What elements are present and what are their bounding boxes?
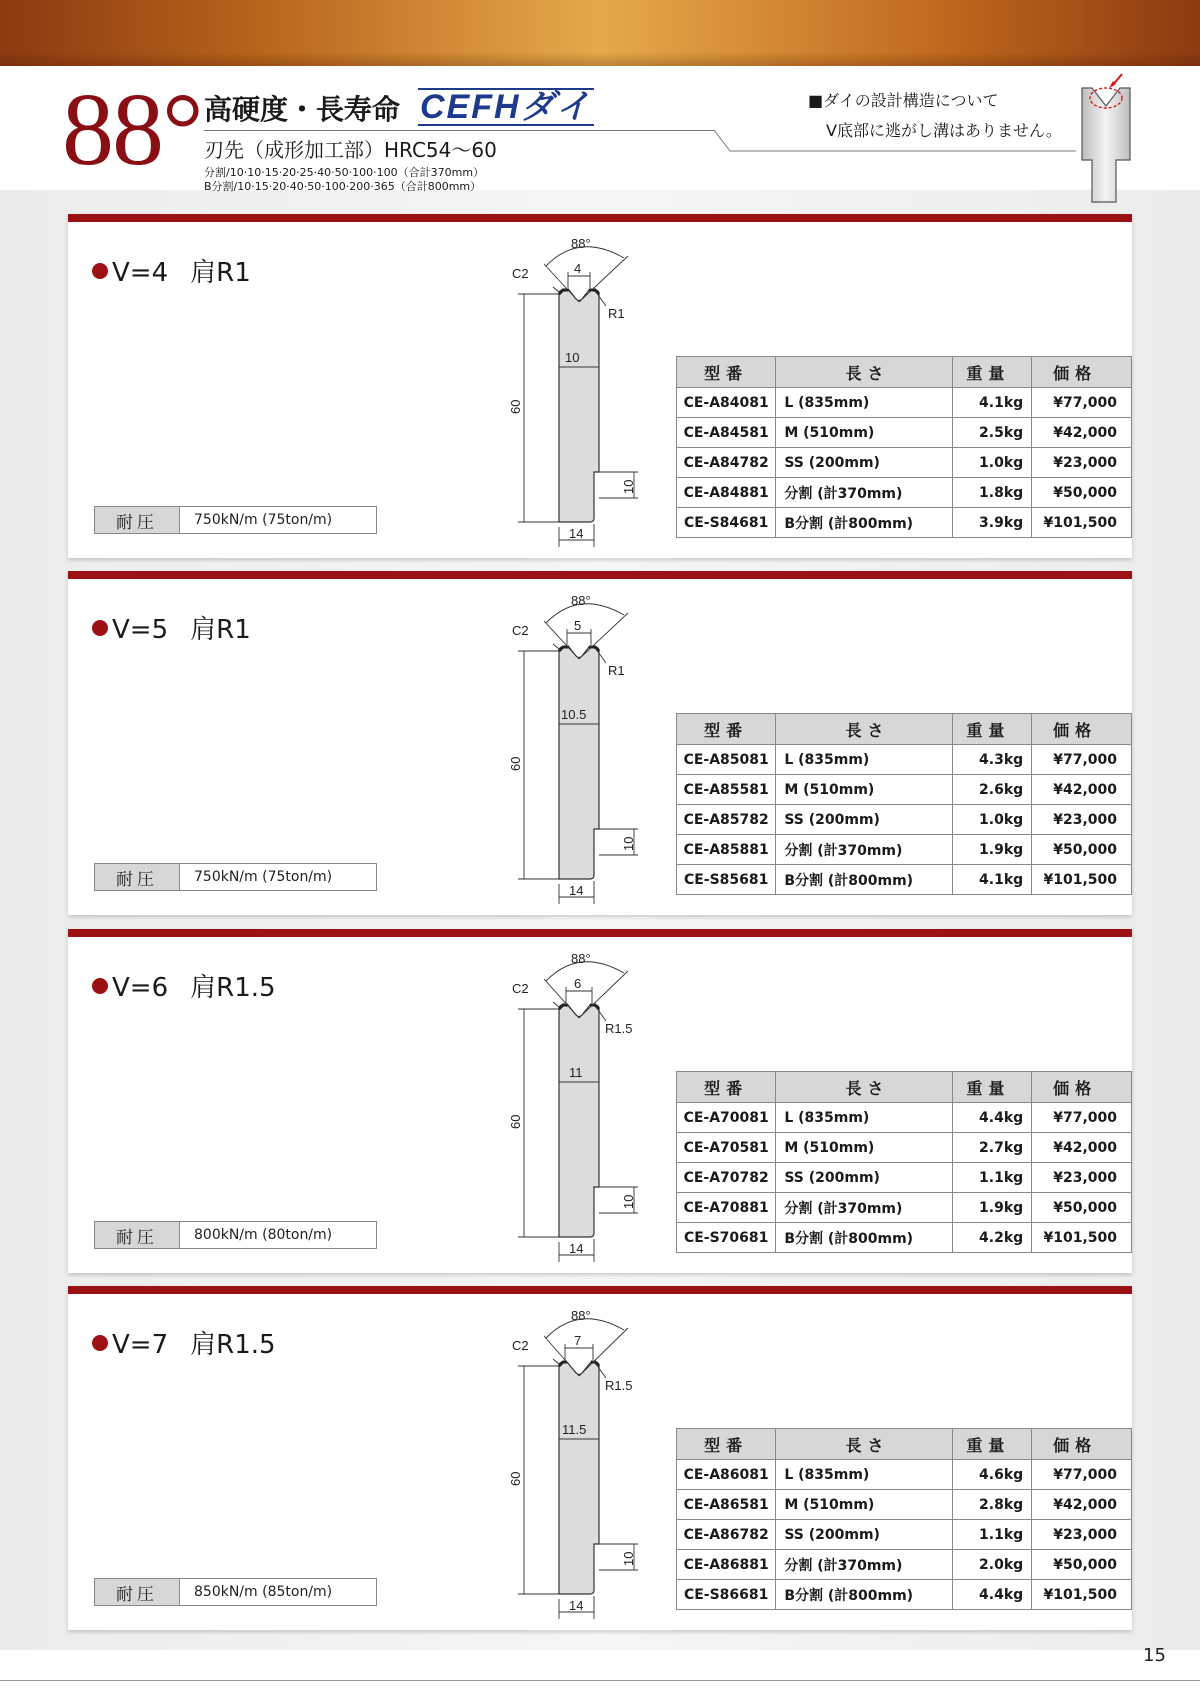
pressure-label: 耐圧 — [95, 864, 180, 890]
length-cell: B分割 (計800mm) — [776, 1223, 952, 1253]
section-v6 — [68, 929, 1132, 1273]
table-header-row — [677, 1072, 1132, 1103]
footer-rule — [0, 1680, 1200, 1681]
angle-dim: 88° — [571, 1308, 591, 1323]
model-cell: CE-A85081 — [677, 745, 776, 775]
length-cell: SS (200mm) — [776, 1163, 952, 1193]
weight-cell: 1.1kg — [952, 1520, 1032, 1550]
weight-cell: 2.8kg — [952, 1490, 1032, 1520]
col-header-model: 型番 — [677, 1072, 776, 1103]
weight-cell: 1.8kg — [952, 478, 1032, 508]
length-cell: B分割 (計800mm) — [776, 1580, 952, 1610]
pressure-rating — [94, 1578, 377, 1606]
model-cell: CE-S85681 — [677, 865, 776, 895]
page-number: 15 — [1143, 1645, 1166, 1666]
die-dimension-diagram — [468, 947, 688, 1267]
length-cell: L (835mm) — [776, 745, 952, 775]
bullet-dot — [92, 620, 108, 636]
radius-dim: R1 — [608, 663, 625, 678]
bullet-dot — [92, 1335, 108, 1351]
v-width-label: V=4 — [112, 258, 169, 288]
col-header-weight: 重量 — [952, 357, 1032, 388]
die-dimension-diagram — [468, 589, 688, 909]
pressure-value: 750kN/m (75ton/m) — [194, 512, 333, 528]
bullet-dot — [92, 978, 108, 994]
die-dimension-diagram — [468, 1304, 688, 1624]
model-cell: CE-A70081 — [677, 1103, 776, 1133]
price-cell: ¥101,500 — [1032, 1223, 1132, 1253]
b-split-spec: B分割/10·15·20·40·50·100·200·365（合計800mm） — [204, 180, 482, 193]
weight-cell: 1.1kg — [952, 1163, 1032, 1193]
length-cell: B分割 (計800mm) — [776, 508, 952, 538]
base-width-dim: 14 — [569, 883, 584, 898]
col-header-model: 型番 — [677, 1429, 776, 1460]
base-width-dim: 14 — [569, 1241, 584, 1256]
model-cell: CE-A70881 — [677, 1193, 776, 1223]
col-header-model: 型番 — [677, 357, 776, 388]
col-header-weight: 重量 — [952, 1429, 1032, 1460]
table-row — [677, 388, 1132, 418]
weight-cell: 4.1kg — [952, 388, 1032, 418]
model-cell: CE-S84681 — [677, 508, 776, 538]
width-dim: 10.5 — [561, 707, 587, 722]
weight-cell: 3.9kg — [952, 508, 1032, 538]
spec-table — [676, 1071, 1132, 1253]
table-row — [677, 508, 1132, 538]
model-cell: CE-A84782 — [677, 448, 776, 478]
v-dim: 5 — [574, 618, 582, 633]
weight-cell: 4.2kg — [952, 1223, 1032, 1253]
price-cell: ¥50,000 — [1032, 835, 1132, 865]
v-dim: 6 — [574, 976, 582, 991]
shoulder-radius-label: 肩R1 — [190, 615, 251, 645]
pressure-value: 850kN/m (85ton/m) — [194, 1584, 333, 1600]
price-cell: ¥42,000 — [1032, 418, 1132, 448]
split-spec: 分割/10·10·15·20·25·40·50·100·100（合計370mm） — [204, 166, 485, 179]
length-cell: 分割 (計370mm) — [776, 478, 952, 508]
model-cell: CE-S86681 — [677, 1580, 776, 1610]
model-cell: CE-A70581 — [677, 1133, 776, 1163]
base-height-dim: 10 — [621, 1194, 636, 1209]
bullet-dot — [92, 263, 108, 279]
pressure-rating — [94, 863, 377, 891]
length-cell: M (510mm) — [776, 775, 952, 805]
length-cell: 分割 (計370mm) — [776, 1550, 952, 1580]
table-row — [677, 478, 1132, 508]
table-row — [677, 835, 1132, 865]
chamfer-dim: C2 — [512, 266, 529, 281]
v-dim: 7 — [574, 1333, 582, 1348]
table-row — [677, 1163, 1132, 1193]
pressure-label: 耐圧 — [95, 1579, 180, 1605]
radius-dim: R1 — [608, 306, 625, 321]
shoulder-radius-label: 肩R1.5 — [190, 1330, 276, 1360]
model-cell: CE-A84881 — [677, 478, 776, 508]
table-row — [677, 1223, 1132, 1253]
weight-cell: 2.7kg — [952, 1133, 1032, 1163]
col-header-length: 長さ — [776, 1072, 952, 1103]
height-dim: 60 — [508, 756, 523, 771]
model-cell: CE-A84581 — [677, 418, 776, 448]
section-v4 — [68, 214, 1132, 558]
price-cell: ¥23,000 — [1032, 805, 1132, 835]
base-width-dim: 14 — [569, 526, 584, 541]
model-cell: CE-A85782 — [677, 805, 776, 835]
spec-table — [676, 356, 1132, 538]
weight-cell: 4.4kg — [952, 1580, 1032, 1610]
length-cell: 分割 (計370mm) — [776, 835, 952, 865]
table-row — [677, 1103, 1132, 1133]
weight-cell: 1.9kg — [952, 835, 1032, 865]
shoulder-radius-label: 肩R1.5 — [190, 973, 276, 1003]
length-cell: 分割 (計370mm) — [776, 1193, 952, 1223]
weight-cell: 4.3kg — [952, 745, 1032, 775]
model-cell: CE-A86081 — [677, 1460, 776, 1490]
section-title — [92, 252, 251, 289]
price-cell: ¥42,000 — [1032, 1133, 1132, 1163]
length-cell: SS (200mm) — [776, 448, 952, 478]
v-width-label: V=5 — [112, 615, 169, 645]
model-cell: CE-A86782 — [677, 1520, 776, 1550]
price-cell: ¥77,000 — [1032, 1103, 1132, 1133]
v-dim: 4 — [574, 261, 582, 276]
hardness-subtitle: 刃先（成形加工部）HRC54～60 — [204, 138, 497, 162]
radius-dim: R1.5 — [605, 1378, 633, 1393]
base-width-dim: 14 — [569, 1598, 584, 1613]
spec-table — [676, 713, 1132, 895]
price-cell: ¥50,000 — [1032, 1193, 1132, 1223]
col-header-length: 長さ — [776, 357, 952, 388]
table-row — [677, 1550, 1132, 1580]
table-row — [677, 865, 1132, 895]
length-cell: L (835mm) — [776, 1103, 952, 1133]
model-cell: CE-A70782 — [677, 1163, 776, 1193]
table-header-row — [677, 714, 1132, 745]
price-cell: ¥50,000 — [1032, 1550, 1132, 1580]
length-cell: M (510mm) — [776, 418, 952, 448]
model-cell: CE-A84081 — [677, 388, 776, 418]
model-cell: CE-A86881 — [677, 1550, 776, 1580]
table-row — [677, 805, 1132, 835]
pressure-rating — [94, 1221, 377, 1249]
table-row — [677, 448, 1132, 478]
model-cell: CE-S70681 — [677, 1223, 776, 1253]
section-v5 — [68, 571, 1132, 915]
radius-dim: R1.5 — [605, 1021, 633, 1036]
price-cell: ¥77,000 — [1032, 388, 1132, 418]
callout-line — [204, 130, 714, 131]
weight-cell: 4.1kg — [952, 865, 1032, 895]
price-cell: ¥101,500 — [1032, 865, 1132, 895]
spec-table — [676, 1428, 1132, 1610]
design-note-text: V底部に逃がし溝はありません。 — [826, 121, 1062, 140]
chamfer-dim: C2 — [512, 623, 529, 638]
die-dimension-diagram — [468, 232, 688, 552]
product-title: 高硬度・長寿命 — [204, 93, 401, 126]
base-height-dim: 10 — [621, 479, 636, 494]
price-cell: ¥77,000 — [1032, 1460, 1132, 1490]
height-dim: 60 — [508, 399, 523, 414]
model-cell: CE-A86581 — [677, 1490, 776, 1520]
price-cell: ¥77,000 — [1032, 745, 1132, 775]
angle-dim: 88° — [571, 951, 591, 966]
model-cell: CE-A85581 — [677, 775, 776, 805]
width-dim: 11 — [569, 1065, 583, 1080]
weight-cell: 2.0kg — [952, 1550, 1032, 1580]
table-row — [677, 1490, 1132, 1520]
base-height-dim: 10 — [621, 1551, 636, 1566]
weight-cell: 2.5kg — [952, 418, 1032, 448]
pressure-rating — [94, 506, 377, 534]
col-header-price: 価格 — [1032, 357, 1132, 388]
price-cell: ¥50,000 — [1032, 478, 1132, 508]
price-cell: ¥23,000 — [1032, 1163, 1132, 1193]
length-cell: M (510mm) — [776, 1133, 952, 1163]
col-header-length: 長さ — [776, 714, 952, 745]
base-height-dim: 10 — [621, 836, 636, 851]
price-cell: ¥101,500 — [1032, 508, 1132, 538]
table-row — [677, 1580, 1132, 1610]
v-width-label: V=7 — [112, 1330, 169, 1360]
shoulder-radius-label: 肩R1 — [190, 258, 251, 288]
height-dim: 60 — [508, 1471, 523, 1486]
model-cell: CE-A85881 — [677, 835, 776, 865]
price-cell: ¥42,000 — [1032, 775, 1132, 805]
pressure-value: 750kN/m (75ton/m) — [194, 869, 333, 885]
section-title — [92, 1324, 276, 1361]
table-row — [677, 745, 1132, 775]
angle-heading: 88° — [62, 72, 202, 187]
col-header-price: 価格 — [1032, 1429, 1132, 1460]
length-cell: L (835mm) — [776, 1460, 952, 1490]
weight-cell: 1.9kg — [952, 1193, 1032, 1223]
chamfer-dim: C2 — [512, 981, 529, 996]
length-cell: SS (200mm) — [776, 805, 952, 835]
col-header-weight: 重量 — [952, 714, 1032, 745]
table-row — [677, 1520, 1132, 1550]
col-header-price: 価格 — [1032, 714, 1132, 745]
weight-cell: 2.6kg — [952, 775, 1032, 805]
length-cell: L (835mm) — [776, 388, 952, 418]
pressure-label: 耐圧 — [95, 507, 180, 533]
chamfer-dim: C2 — [512, 1338, 529, 1353]
table-header-row — [677, 357, 1132, 388]
length-cell: M (510mm) — [776, 1490, 952, 1520]
v-width-label: V=6 — [112, 973, 169, 1003]
angle-dim: 88° — [571, 593, 591, 608]
weight-cell: 1.0kg — [952, 448, 1032, 478]
price-cell: ¥42,000 — [1032, 1490, 1132, 1520]
section-title — [92, 967, 276, 1004]
design-note-heading: ■ダイの設計構造について — [808, 91, 999, 110]
price-cell: ¥23,000 — [1032, 1520, 1132, 1550]
table-header-row — [677, 1429, 1132, 1460]
section-title — [92, 609, 251, 646]
table-row — [677, 1460, 1132, 1490]
length-cell: SS (200mm) — [776, 1520, 952, 1550]
table-row — [677, 1193, 1132, 1223]
top-banner — [0, 0, 1200, 66]
weight-cell: 4.6kg — [952, 1460, 1032, 1490]
price-cell: ¥23,000 — [1032, 448, 1132, 478]
price-cell: ¥101,500 — [1032, 1580, 1132, 1610]
col-header-model: 型番 — [677, 714, 776, 745]
col-header-length: 長さ — [776, 1429, 952, 1460]
weight-cell: 4.4kg — [952, 1103, 1032, 1133]
height-dim: 60 — [508, 1114, 523, 1129]
section-v7 — [68, 1286, 1132, 1630]
pressure-value: 800kN/m (80ton/m) — [194, 1227, 333, 1243]
table-row — [677, 775, 1132, 805]
pressure-label: 耐圧 — [95, 1222, 180, 1248]
die-profile-icon — [1076, 72, 1136, 204]
width-dim: 10 — [565, 350, 580, 365]
cefh-logo: CEFHダイ — [420, 88, 592, 126]
table-row — [677, 418, 1132, 448]
length-cell: B分割 (計800mm) — [776, 865, 952, 895]
angle-dim: 88° — [571, 236, 591, 251]
table-row — [677, 1133, 1132, 1163]
col-header-price: 価格 — [1032, 1072, 1132, 1103]
weight-cell: 1.0kg — [952, 805, 1032, 835]
col-header-weight: 重量 — [952, 1072, 1032, 1103]
width-dim: 11.5 — [562, 1422, 587, 1437]
